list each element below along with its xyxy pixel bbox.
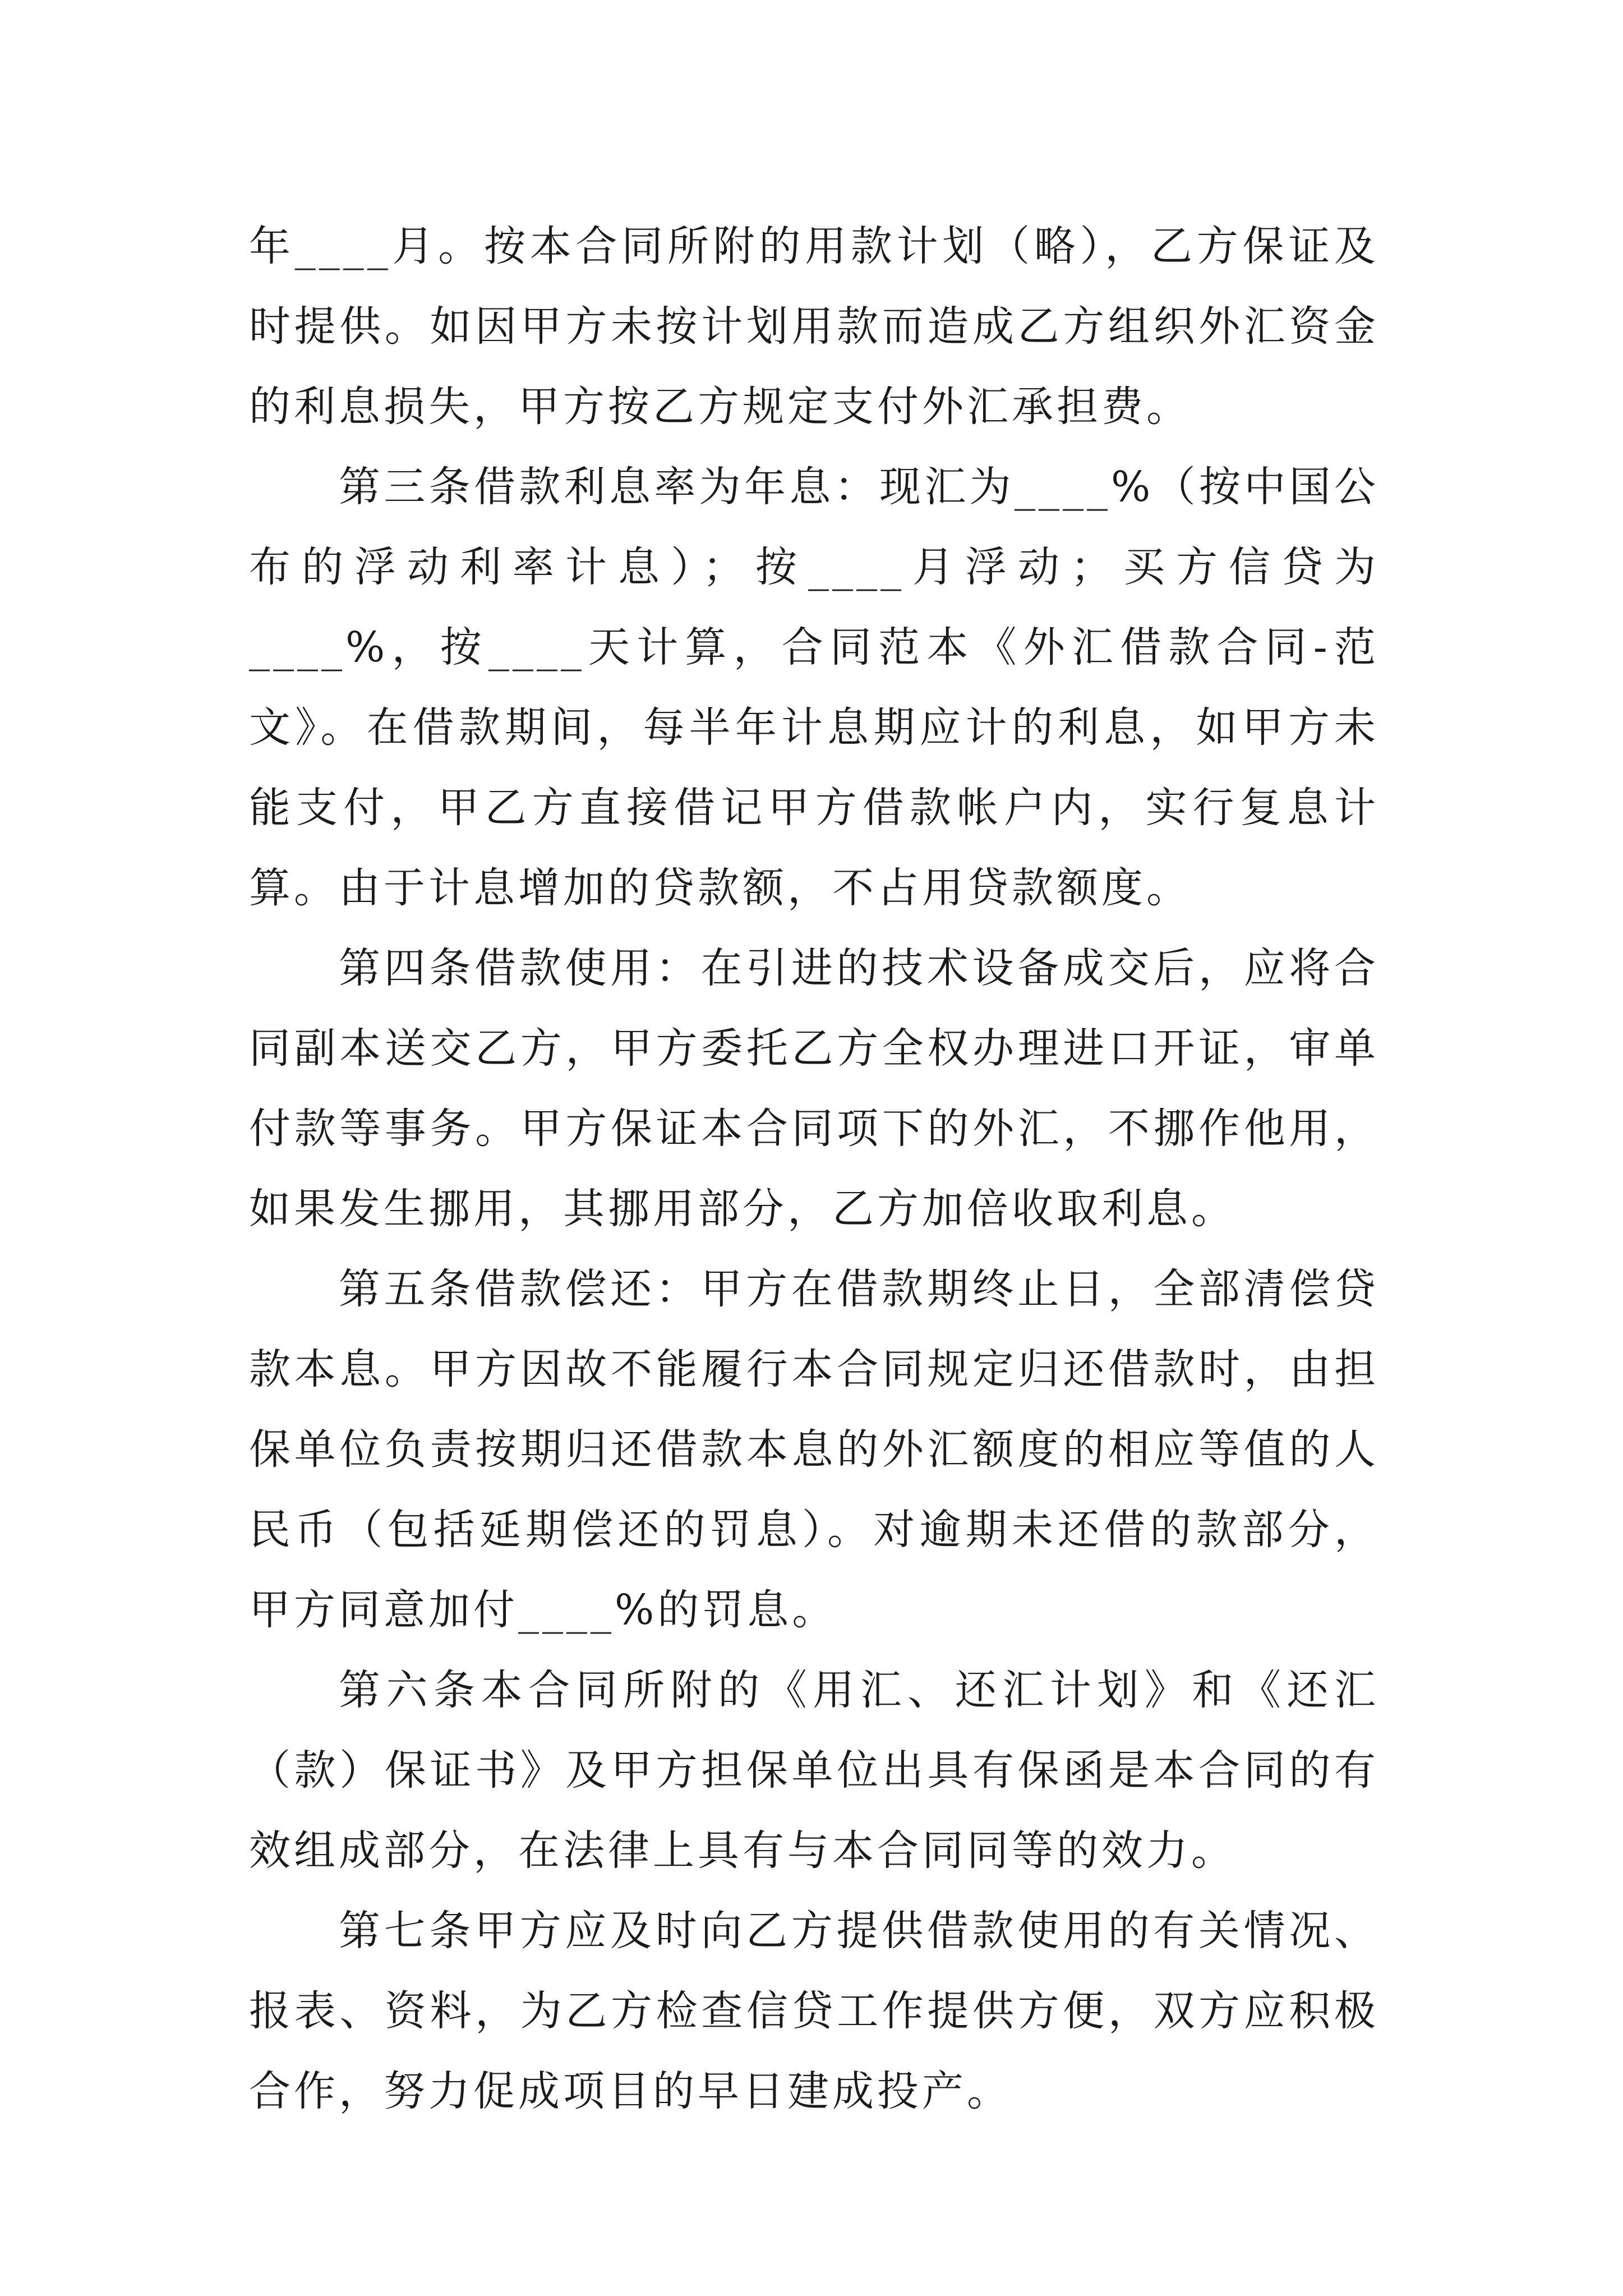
paragraph-article-3: 第三条借款利息率为年息：现汇为____%（按中国公布的浮动利率计息）；按____月浮动；买方信贷为____%，按____天计算，合同范本《外汇借款合同-范文》。在借款期间，每半年计息期应计的利息，如甲方未能支付，甲乙方直接借记甲方借款帐户内，实行复息计算。由于计息增加的贷款额，不占用贷款额度。 xyxy=(249,463,1379,912)
paragraph-article-4: 第四条借款使用：在引进的技术设备成交后，应将合同副本送交乙方，甲方委托乙方全权办理进口开证，审单付款等事务。甲方保证本合同项下的外汇，不挪作他用，如果发生挪用，其挪用部分，乙方加倍收取利息。 xyxy=(249,944,1379,1233)
paragraph-continued: 年____月。按本合同所附的用款计划（略），乙方保证及时提供。如因甲方未按计划用款而造成乙方组织外汇资金的利息损失，甲方按乙方规定支付外汇承担费。 xyxy=(249,222,1379,431)
paragraph-article-6: 第六条本合同所附的《用汇、还汇计划》和《还汇（款）保证书》及甲方担保单位出具有保函是本合同的有效组成部分，在法律上具有与本合同同等的效力。 xyxy=(249,1666,1379,1875)
paragraph-article-7: 第七条甲方应及时向乙方提供借款使用的有关情况、报表、资料，为乙方检查信贷工作提供方便，双方应积极合作，努力促成项目的早日建成投产。 xyxy=(249,1907,1379,2115)
paragraph-article-5: 第五条借款偿还：甲方在借款期终止日，全部清偿贷款本息。甲方因故不能履行本合同规定归还借款时，由担保单位负责按期归还借款本息的外汇额度的相应等值的人民币（包括延期偿还的罚息）。对逾期未还借的款部分，甲方同意加付____%的罚息。 xyxy=(249,1265,1379,1634)
document-body xyxy=(249,206,1379,2132)
